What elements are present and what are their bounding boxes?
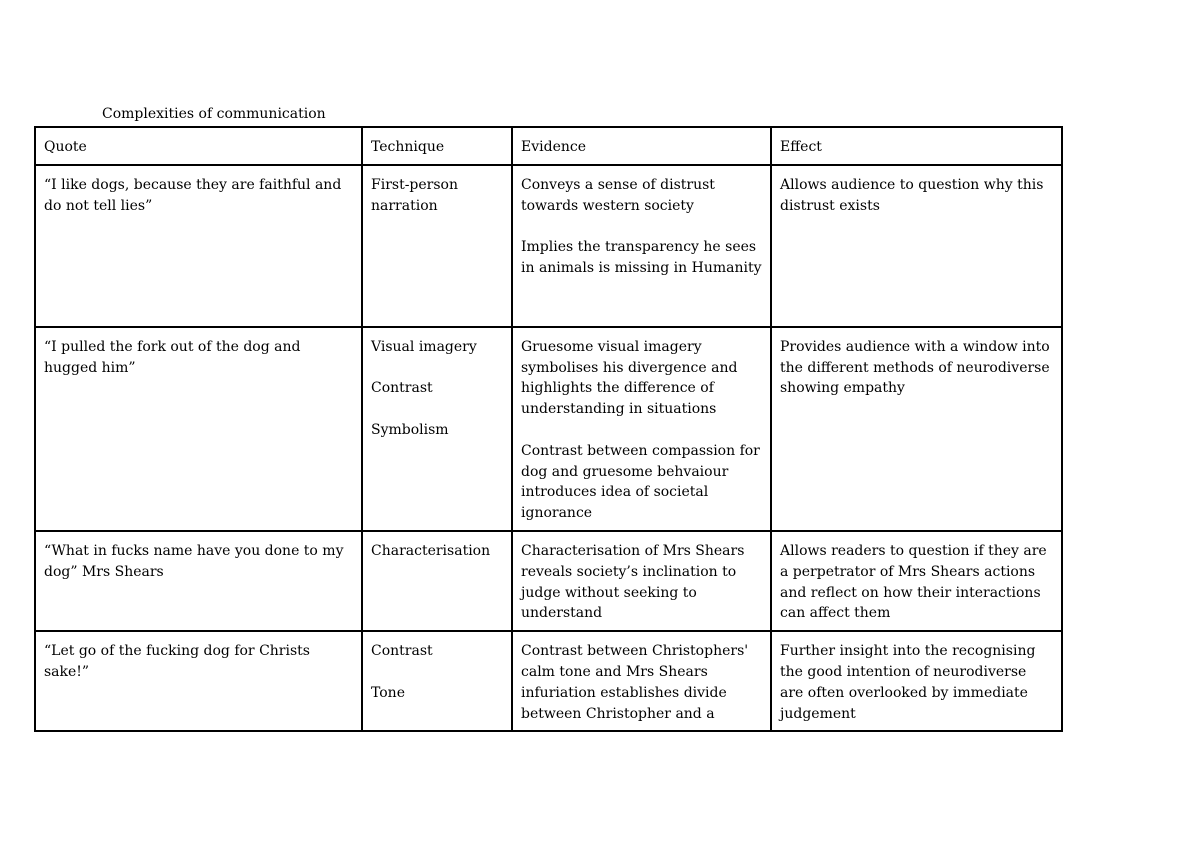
evidence-paragraph: Contrast between Christophers' calm tone and Mrs Shears infuriation establishes divide between Christopher and a [521,643,749,722]
quote-cell: “Let go of the fucking dog for Christs sake!” [35,631,362,731]
evidence-cell [512,531,771,631]
quote-cell: “I pulled the fork out of the dog and hugged him” [35,327,362,531]
effect-cell: Allows readers to question if they are a perpetrator of Mrs Shears actions and reflect on how their interactions can affect them [771,531,1062,631]
evidence-paragraph: Characterisation of Mrs Shears reveals society’s inclination to judge without seeking to understand [521,542,745,622]
effect-cell: Provides audience with a window into the different methods of neurodiverse showing empathy [771,327,1062,531]
header-evidence: Evidence [512,127,771,165]
evidence-paragraph: Gruesome visual imagery symbolises his divergence and highlights the difference of understanding in situations [521,338,738,418]
technique-item: Characterisation [371,542,491,559]
evidence-paragraph: Implies the transparency he sees in animals is missing in Humanity [521,239,762,276]
technique-item: Visual imagery [371,338,477,355]
evidence-cell [512,327,771,531]
technique-item: Symbolism [371,421,449,438]
technique-item: Contrast [371,643,433,660]
document-title: Complexities of communication [102,106,326,122]
table-row [35,531,1062,631]
effect-cell: Allows audience to question why this distrust exists [771,165,1062,327]
table-row [35,327,1062,531]
header-quote: Quote [35,127,362,165]
technique-item: Contrast [371,380,433,397]
technique-item: First-person narration [371,176,458,214]
evidence-paragraph: Contrast between compassion for dog and gruesome behvaiour introduces idea of societal ignorance [521,442,760,522]
technique-cell [362,531,512,631]
evidence-cell [512,631,771,731]
technique-cell [362,165,512,327]
quote-cell: “I like dogs, because they are faithful and do not tell lies” [35,165,362,327]
technique-cell [362,631,512,731]
table-row [35,631,1062,731]
header-technique: Technique [362,127,512,165]
analysis-table [34,126,1063,732]
header-effect: Effect [771,127,1062,165]
evidence-cell [512,165,771,327]
evidence-paragraph: Conveys a sense of distrust towards western society [521,176,715,214]
quote-cell: “What in fucks name have you done to my dog” Mrs Shears [35,531,362,631]
technique-cell [362,327,512,531]
table-row [35,165,1062,327]
effect-cell: Further insight into the recognising the good intention of neurodiverse are often overlooked by immediate judgement [771,631,1062,731]
table-header-row [35,127,1062,165]
technique-item: Tone [371,684,405,701]
